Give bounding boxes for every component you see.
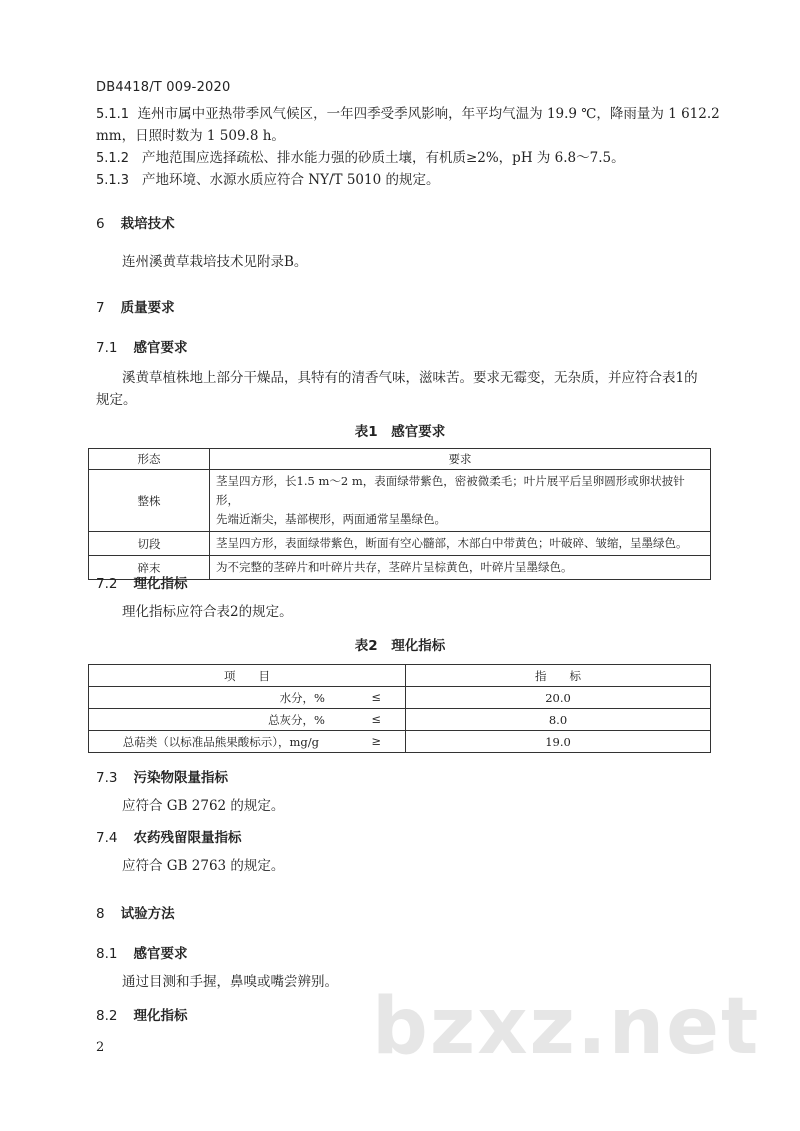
table-1-caption: 表1 感官要求 <box>354 424 446 440</box>
requirement-cell: 茎呈四方形，表面绿带紫色，断面有空心髓部，木部白中带黄色；叶破碎、皱缩，呈墨绿色。 <box>210 532 711 556</box>
form-cell: 切段 <box>89 532 210 556</box>
section-8-heading <box>96 902 175 922</box>
clause-5-1-1-cont: mm，日照时数为 1 509.8 h。 <box>96 128 285 144</box>
value-cell: 8.0 <box>406 709 711 731</box>
watermark: bzxz.net <box>372 982 761 1072</box>
section-number: 7.1 <box>96 340 118 356</box>
item-cell <box>89 687 406 709</box>
section-8-2-heading <box>96 1004 187 1024</box>
section-number: 6 <box>96 216 105 232</box>
value-cell: 20.0 <box>406 687 711 709</box>
physicochemical-table <box>88 664 711 753</box>
clause-number: 5.1.3 <box>96 173 130 188</box>
clause-number: 5.1.2 <box>96 151 130 166</box>
column-header: 指 标 <box>406 665 711 687</box>
section-title: 污染物限量指标 <box>133 770 228 786</box>
section-6-heading <box>96 212 175 232</box>
column-header: 项 目 <box>89 665 406 687</box>
section-number: 7 <box>96 300 105 316</box>
clause-5-1-3 <box>96 170 439 191</box>
section-number: 7.3 <box>96 770 118 786</box>
section-title: 栽培技术 <box>120 216 175 232</box>
item-label: 总萜类（以标准品熊果酸标示），mg/g <box>122 735 319 749</box>
section-title: 理化指标 <box>133 576 188 592</box>
section-7-2-text: 理化指标应符合表2的规定。 <box>122 604 293 620</box>
section-title: 农药残留限量指标 <box>133 830 242 846</box>
item-cell <box>89 731 406 753</box>
section-7-4-text: 应符合 GB 2763 的规定。 <box>122 858 285 874</box>
clause-text: 产地环境、水源水质应符合 NY/T 5010 的规定。 <box>141 172 440 188</box>
section-number: 8 <box>96 906 105 922</box>
comparison-operator: ≥ <box>371 734 381 748</box>
table-header-row <box>89 665 711 687</box>
table-row <box>89 470 711 532</box>
table-header-row <box>89 449 711 470</box>
section-7-1-text: 溪黄草植株地上部分干燥品，具特有的清香气味，滋味苦。要求无霉变，无杂质，并应符合表1的 <box>122 370 698 386</box>
comparison-operator: ≤ <box>371 712 381 726</box>
value-cell: 19.0 <box>406 731 711 753</box>
comparison-operator: ≤ <box>371 690 381 704</box>
section-number: 7.2 <box>96 576 118 592</box>
clause-text: 连州市属中亚热带季风气候区，一年四季受季风影响，年平均气温为 19.9 ℃，降雨量为 1 612.2 <box>137 106 720 122</box>
section-number: 8.1 <box>96 946 118 962</box>
column-header: 形态 <box>89 449 210 470</box>
section-number: 8.2 <box>96 1008 118 1024</box>
sensory-requirements-table <box>88 448 711 580</box>
section-8-1-text: 通过目测和手握，鼻嗅或嘴尝辨别。 <box>122 974 338 990</box>
section-7-1-text-cont: 规定。 <box>96 392 137 408</box>
section-7-heading <box>96 296 175 316</box>
page-number: 2 <box>96 1040 105 1055</box>
requirement-cell <box>210 470 711 532</box>
requirement-cell: 为不完整的茎碎片和叶碎片共存，茎碎片呈棕黄色，叶碎片呈墨绿色。 <box>210 556 711 580</box>
item-cell <box>89 709 406 731</box>
column-header: 要求 <box>210 449 711 470</box>
table-row <box>89 709 711 731</box>
section-8-1-heading <box>96 942 187 962</box>
requirement-line: 茎呈四方形，长1.5 m～2 m，表面绿带紫色，密被微柔毛；叶片展平后呈卵圆形或卵状披针形， <box>216 474 685 507</box>
table-row <box>89 731 711 753</box>
section-6-text: 连州溪黄草栽培技术见附录B。 <box>122 254 308 270</box>
form-cell: 碎末 <box>89 556 210 580</box>
table-row <box>89 532 711 556</box>
clause-5-1-1 <box>96 104 720 125</box>
item-label: 总灰分，% <box>268 713 325 727</box>
section-7-1-heading <box>96 336 187 356</box>
section-title: 质量要求 <box>120 300 175 316</box>
clause-5-1-2 <box>96 148 625 169</box>
section-7-4-heading <box>96 826 241 846</box>
section-title: 理化指标 <box>133 1008 188 1024</box>
clause-text: 产地范围应选择疏松、排水能力强的砂质土壤，有机质≥2%，pH 为 6.8～7.5。 <box>141 150 625 166</box>
section-title: 试验方法 <box>120 906 175 922</box>
section-title: 感官要求 <box>133 946 188 962</box>
table-row <box>89 687 711 709</box>
document-code: DB4418/T 009-2020 <box>96 80 231 95</box>
section-title: 感官要求 <box>133 340 188 356</box>
table-2-caption: 表2 理化指标 <box>354 638 446 654</box>
section-number: 7.4 <box>96 830 118 846</box>
requirement-line: 先端近渐尖，基部楔形，两面通常呈墨绿色。 <box>216 512 446 526</box>
section-7-2-heading <box>96 572 187 592</box>
section-7-3-heading <box>96 766 228 786</box>
form-cell: 整株 <box>89 470 210 532</box>
item-label: 水分，% <box>279 691 325 705</box>
section-7-3-text: 应符合 GB 2762 的规定。 <box>122 798 285 814</box>
clause-number: 5.1.1 <box>96 107 130 122</box>
